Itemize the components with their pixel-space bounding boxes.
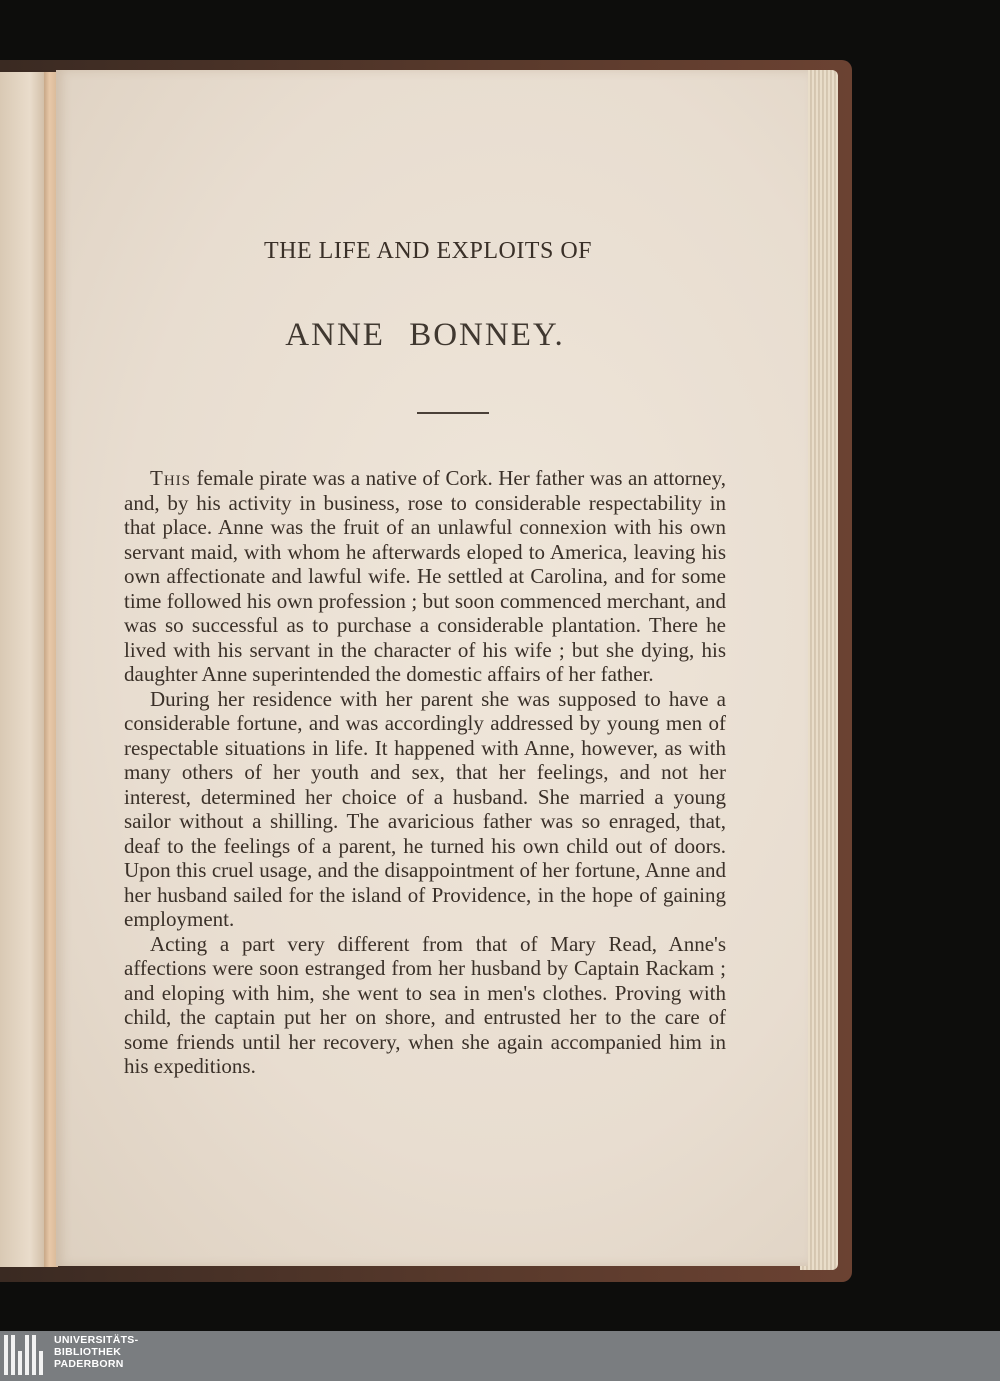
chapter-heading: THE LIFE AND EXPLOITS OF xyxy=(264,238,592,264)
logo-line: PADERBORN xyxy=(54,1358,124,1370)
logo-line: BIBLIOTHEK xyxy=(54,1346,122,1358)
drop-lead-word: This xyxy=(150,466,191,490)
paragraph-text: During her residence with her parent she was supposed to have a considerable fortune, and was accordingly addressed by young men of respectable situations in life. It happened with Anne, however, as with many others of her youth and sex, that her feelings, and not her interest, determined her choice of a husband. She married a young sailor without a shilling. The avaricious father was so enraged, that, deaf to the feelings of a parent, he turned his own child out of doors. Upon this cruel usage, and the disappointment of her fortune, Anne and her husband sailed for the island of Providence, in the hope of gaining employment. xyxy=(124,686,726,931)
title-rule xyxy=(417,412,489,414)
body-text xyxy=(124,466,726,1079)
library-logo-text xyxy=(54,1334,138,1370)
paragraph-text: Acting a part very different from that of Mary Read, Anne's affections were soon estranged from her husband by Captain Rackam ; and eloping with him, she went to sea in men's clothes. Proving with child, the captain put her on shore, and entrusted her to the care of some friends until her recovery, when she again accompanied him in his expeditions. xyxy=(124,931,726,1078)
paragraph-text: female pirate was a native of Cork. Her father was an attorney, and, by his activity in business, rose to considerable respectability in that place. Anne was the fruit of an unlawful connexion with his own servant maid, with whom he afterwards eloped to America, leaving his own affectionate and lawful wife. He settled at Carolina, and for some time followed his own profession ; but soon commenced merchant, and was so successful as to purchase a considerable plantation. There he lived with his servant in the character of his wife ; but she dying, his daughter Anne superintended the domestic affairs of her father. xyxy=(124,466,726,686)
paragraph xyxy=(124,932,726,1079)
paragraph xyxy=(124,687,726,932)
library-footer xyxy=(0,1331,1000,1381)
library-logo-icon xyxy=(4,1335,43,1375)
left-page xyxy=(0,72,50,1267)
page-content xyxy=(124,238,726,1079)
chapter-title: ANNE BONNEY. xyxy=(285,317,565,353)
paragraph xyxy=(124,466,726,687)
logo-line: UNIVERSITÄTS- xyxy=(54,1334,139,1346)
